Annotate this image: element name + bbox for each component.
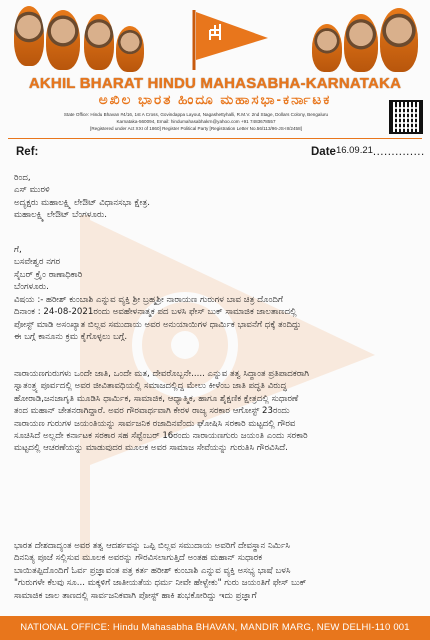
paragraph-line: ಭಾರತ ದೇಶದಾದ್ಯಂತ ಅವರ ತತ್ವ ಆದರ್ಶವನ್ನು ಒಪ್ಪಿ ಬಿಲ್ಲವ ಸಮುದಾಯ ಅವರಿಗೆ ದೇವಸ್ಥಾನ ನಿರ್ಮಿಸಿ — [14, 541, 290, 551]
letterhead-header — [0, 0, 430, 140]
org-name-english: AKHIL BHARAT HINDU MAHASABHA-KARNATAKA — [28, 75, 402, 92]
body-paragraph-2 — [14, 540, 418, 602]
paragraph-line: ಹೋರಾಡಿ,ಜನಜಾಗೃತಿ ಮೂಡಿಸಿ ಧಾರ್ಮಿಕ, ಸಾಮಾಜಿಕ, ಆಧ್ಯಾತ್ಮಿಕ, ಹಾಗೂ ಶೈಕ್ಷಣಿಕ ಕ್ಷೇತ್ರದಲ್ಲಿ ಸುಧಾರಣೆ — [14, 393, 299, 404]
to-line: ಸೈಬ‌ರ್ ಕ್ರೈಂ ಠಾಣಾಧಿಕಾರಿ — [14, 269, 83, 280]
date-field — [311, 146, 425, 158]
paragraph-line: ಬಾಯಿತಪ್ಪಿದೊಂದಿಗೆ ಓರ್ವ ಪ್ರಜ್ಞಾವಂತ ಪತ್ರ ಕರ್ತ ಹರೀಶ್ ಕುಂಬಾಶಿ ಎನ್ನುವ ವ್ಯಕ್ತಿ ಅಸಭ್ಯ ಭಾಷೆ ಬಳಸಿ — [14, 565, 291, 576]
portrait-right-1 — [312, 24, 342, 72]
from-line: ಅದ್ಯಕ್ಷರು ಮಹಾಲಕ್ಷ್ಮಿ ಲೇಔಟ್ ವಿಧಾನಸಭಾ ಕ್ಷೇತ್ರ. — [14, 197, 150, 208]
subject-line: ಪೋಸ್ಟ್ ಮಾಡಿ ಅಸಂಖ್ಯಾತ ಬಿಲ್ಲವ ಸಮುದಾಯ ಅವರ ಅನುಯಾಯಿಗಳ ಧಾರ್ಮಿಕ ಭಾವನೆಗೆ ಧಕ್ಕೆ ತಂದಿದ್ದು — [14, 319, 302, 330]
portrait-left-1 — [14, 6, 44, 66]
from-line: ಎಸ್ ಮುರಳಿ — [14, 185, 50, 196]
portrait-right-2 — [344, 14, 378, 72]
paragraph-line: "ಗುರುಗಳೇ ಕೆಲವು ಸೂ... ಮಕ್ಕಳಿಗೆ ಜಾತೀಯತೆಯ ಧರ್ಮ ನೀವೇ ಹೇಳ್ಬೇಕು" ಗುರು ಜಯಂತಿಗೆ ಫೇಸ್ ಬುಕ್ — [14, 578, 307, 589]
to-block — [14, 244, 418, 294]
paragraph-line: ದಿನನಿತ್ಯ ಪೂಜೆ ಸಲ್ಲಿಸುವ ಮೂಲಕ ಅವರನ್ನು ಗೌರವಿಸಲಾಗುತ್ತಿದೆ ಅಂತಹ ಮಹಾನ್ ಸುಧಾರಕ — [14, 553, 263, 564]
portrait-left-4 — [116, 26, 144, 72]
paragraph-line: ಮಟ್ಟದಲ್ಲಿ ಆಚರಣೆಯನ್ನು ಮಾಡುವುದರ ಮೂಲಕ ಅವರ ಸಾಮಾಜ ಸೇವೆಯನ್ನು ಗುರುತಿಸಿ ಗೌರವಿಸಿದೆ. — [14, 443, 288, 454]
paragraph-line: ಸೂಚಿಸಿದೆ ಅಲ್ಲದೇ ಕರ್ನಾಟಕ ಸರಕಾರ ಸಹ ಸೆಪ್ಟೆಂಬರ್ 16ರಂದು ನಾರಾಯಣಗುರು ಜಯಂತಿ ಎಂದು ಸರಕಾರಿ — [14, 431, 308, 442]
paragraph-line: ಸ್ವಾತಂತ್ರ್ಯ ಪೂರ್ವದಲ್ಲಿ ಅವರ ಜೀವಿತಾವಧಿಯಲ್ಲಿ ಸಮಾಜದಲ್ಲಿದ್ದ ಮೇಲು ಕೀಳೆಂಬ ಜಾತಿ ಪದ್ಧತಿ ವಿರುದ್ಧ — [14, 381, 287, 392]
subject-line: ವಿಷಯ :- ಹರೀಶ್ ಕುಂಬಾಶಿ ಎನ್ನುವ ವ್ಯಕ್ತಿ ಶ್ರೀ ಬ್ರಹ್ಮಶ್ರೀ ನಾರಾಯಣ ಗುರುಗಳ ಬಾವ ಚಿತ್ರ ದೊಂದಿಗೆ — [14, 295, 283, 305]
paragraph-line: ಸಾಮಾಜಿಕ ಜಾಲ ತಾಣದಲ್ಲಿ ಸಾರ್ವಜನಿಕವಾಗಿ ಪೋಸ್ಟ್ ಹಾಕಿ ಶುಭಕೋರಿದ್ದು ಇದು ಪ್ರಜ್ಞಾಗೆ — [14, 590, 257, 601]
ref-label: Ref: — [16, 146, 39, 158]
header-divider — [8, 138, 422, 139]
portrait-left-2 — [46, 10, 80, 70]
body-paragraph-1 — [14, 368, 418, 455]
subject-line: ಈ ಬಗ್ಗೆ ಕಾನೂನು ಕ್ರಮ ಕೈಗೊಳ್ಳಲು ಬಗ್ಗೆ. — [14, 332, 128, 343]
from-line: ಮಹಾಲಕ್ಷ್ಮಿ ಲೇಔಟ್ ಬೆಂಗಳೂರು. — [14, 210, 107, 221]
subject-block — [14, 294, 418, 344]
to-line: ಗೆ, — [14, 245, 22, 255]
to-line: ಬಸವೇಶ್ವರ ನಗರ — [14, 257, 61, 268]
from-block — [14, 172, 418, 222]
qr-code-icon — [389, 100, 423, 134]
portrait-right-3 — [380, 8, 418, 72]
from-line: ರಿಂದ, — [14, 173, 31, 183]
address-line-2: Karnataka-560094, Email: hindumahasabhakrn@yahoo.com +91 7483678557 — [116, 119, 276, 124]
party-flag-icon — [190, 8, 270, 70]
to-line: ಬೆಂಗಳೂರು. — [14, 282, 49, 293]
footer-bar: NATIONAL OFFICE: Hindu Mahasabha BHAVAN, MANDIR MARG, NEW DELHI-110 001 — [0, 616, 430, 640]
date-dots: .............. — [372, 146, 425, 158]
date-label: Date — [311, 146, 336, 158]
subject-line: ದಿನಾಂಕ : 24-08-2021ರಂದು ಅವಹೇಳನಾತ್ಮಕ ಪದ ಬಳಸಿ ಫೇಸ್ ಬುಕ್ ಸಾಮಾಜಿಕ ಜಾಲತಾಣದಲ್ಲಿ — [14, 307, 297, 318]
address-line-3: [Registered under Act XXI of 1860] Register Political Party [Registration Letter No.56/113/96-JS-III/2458] — [90, 126, 302, 131]
portrait-left-3 — [84, 14, 114, 70]
paragraph-line: ನಾರಾಯಣ ಗುರುಗಳ ಜಯಂತಿಯನ್ನು ಸಾರ್ವಜನಿಕ ರಜಾದಿನವೆಂದು ಘೋಷಿಸಿ ಸರಕಾರಿ ಮಟ್ಟದಲ್ಲಿ ಗೌರವ — [14, 418, 296, 429]
org-name-kannada: ಅಖಿಲ ಭಾರತ ಹಿಂದೂ ಮಹಾಸಭಾ-ಕರ್ನಾಟಕ — [98, 92, 332, 107]
date-value: 16.09.21 — [335, 145, 373, 156]
paragraph-line: ತಂದ ಮಹಾನ್ ಚೇತನರಾಗಿದ್ದಾರೆ. ಅವರ ಗೌರವಾರ್ಥವಾಗಿ ಕೇರಳ ರಾಜ್ಯ ಸರಕಾರ ಆಗೋಸ್ಟ್ 23ರಂದು — [14, 406, 290, 417]
address-line-1: State Office: Hindu Bhavan #4/16, 1st A Cross, Govindappa Layout, Nagashettyhalli, R.M.V. 2nd Stage, Dollars Colony, Bengaluru — [63, 112, 329, 117]
paragraph-line: ನಾರಾಯಣಗುರುಗಳು ಒಂದೇ ಜಾತಿ, ಒಂದೇ ಮತ, ದೇವರೊಬ್ಬನೇ..... ಎನ್ನುವ ತತ್ವ ಸಿದ್ಧಾಂತ ಪ್ರತಿಪಾದಕರಾಗಿ — [14, 369, 309, 379]
